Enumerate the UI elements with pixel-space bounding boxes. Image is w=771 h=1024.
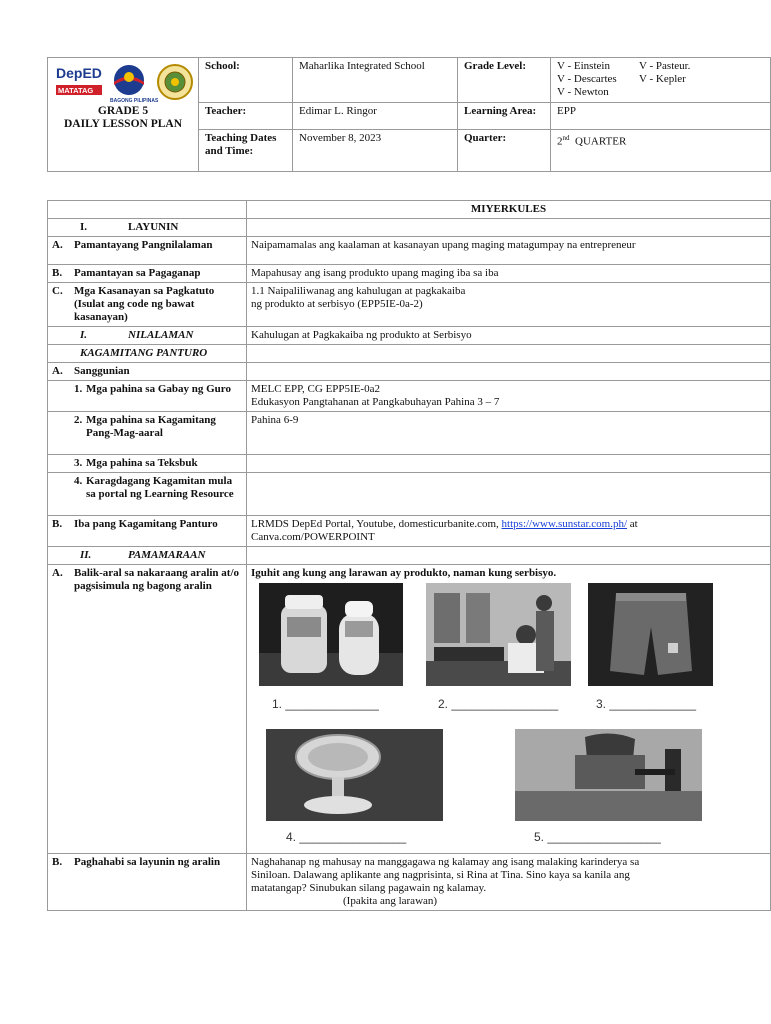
section-kepler: V - Kepler [639, 73, 686, 85]
balik-instruction: Iguhit ang kung ang larawan ay produkto, naman kung serbisyo. [251, 567, 557, 579]
quarter-value [551, 130, 771, 172]
balik-letter: A. [52, 567, 63, 579]
gabay-line-2: Edukasyon Pangtahanan at Pangkabuhayan Pahina 3 – 7 [251, 396, 500, 408]
shorts-drawing [588, 583, 713, 686]
photo-mechanic [515, 729, 702, 821]
teacher-value: Edimar L. Ringor [293, 103, 458, 130]
grade-title [52, 105, 194, 131]
pamamaraan-title: PAMAMARAAN [128, 549, 206, 561]
nilalaman-num: I. [80, 329, 88, 341]
nilalaman-header [48, 327, 247, 345]
pagha-label: Paghahabi sa layunin ng aralin [74, 856, 221, 868]
school-value: Maharlika Integrated School [293, 58, 458, 103]
kasanayan-label [48, 283, 247, 327]
item1-num: 1. [74, 383, 83, 395]
pamamaraan-num: II. [80, 549, 92, 561]
blank-2[interactable]: 2. ________________ [438, 697, 559, 711]
fan-drawing [266, 729, 443, 821]
row-a-label: Pamantayang Pangnilalaman [74, 239, 213, 251]
photo-barbershop [426, 583, 571, 686]
kagamitang-mag-aaral-label [48, 412, 247, 455]
item4-num: 4. [74, 475, 83, 487]
iba-at: at [629, 518, 638, 530]
pamantayan-pagaganap-value: Mapahusay ang isang produkto upang maging iba sa iba [247, 265, 771, 283]
pagha-line-1: Naghahanap ng mahusay na manggagawa ng kalamay ang isang malaking karinderya sa [251, 856, 640, 868]
dates-value: November 8, 2023 [293, 130, 458, 172]
pagha-letter: B. [52, 856, 63, 868]
deped-text: DepED [56, 65, 102, 81]
iba-letter: B. [52, 518, 63, 530]
teksbuk-label [48, 455, 247, 473]
kagamitang-title: KAGAMITANG PANTURO [80, 347, 208, 359]
mechanic-drawing [515, 729, 702, 821]
quarter-suffix: nd [562, 134, 570, 142]
logo-cell [48, 58, 199, 172]
item3-label: Mga pahina sa Teksbuk [86, 457, 198, 469]
quarter-number: 2 [557, 135, 563, 148]
item1-label: Mga pahina sa Gabay ng Guro [86, 383, 231, 395]
sunstar-link[interactable]: https://www.sunstar.com.ph/ [501, 518, 628, 530]
iba-text: LRMDS DepEd Portal, Youtube, domesticurbanite.com, [251, 518, 499, 530]
kasanayan-line-1: 1.1 Naipaliliwanag ang kahulugan at pagkakaiba [251, 285, 466, 297]
iba-line-2: Canva.com/POWERPOINT [251, 531, 375, 543]
sang-letter: A. [52, 365, 63, 377]
layunin-title: LAYUNIN [128, 221, 179, 233]
blank-1[interactable]: 1. ______________ [272, 697, 379, 711]
layunin-header [48, 219, 247, 237]
header-table [47, 57, 771, 172]
section-einstein: V - Einstein [557, 60, 610, 72]
grade-level-label: Grade Level: [458, 58, 551, 103]
pamantayang-pangnilalaman-label [48, 237, 247, 265]
balik-aral-value [247, 565, 771, 854]
row-b-letter: B. [52, 267, 63, 279]
kagamitang-mag-aaral-value: Pahina 6-9 [247, 412, 771, 455]
blank-5[interactable]: 5. _________________ [534, 830, 661, 844]
section-newton: V - Newton [557, 86, 609, 98]
kasanayan-line-2: ng produkto at serbisyo (EPP5IE-0a-2) [251, 298, 423, 310]
gabay-line-1: MELC EPP, CG EPP5IE-0a2 [251, 383, 380, 395]
teksbuk-value [247, 455, 771, 473]
pamamaraan-value [247, 547, 771, 565]
sections-list [557, 60, 764, 99]
item4-label: Karagdagang Kagamitan mula sa portal ng Learning Resource [86, 475, 234, 500]
gabay-guro-label [48, 381, 247, 412]
iba-pang-kagamitan-value [247, 516, 771, 547]
logos [52, 63, 194, 103]
seal-center [171, 78, 179, 86]
school-label: School: [199, 58, 293, 103]
pagha-line-3: matatangap? Sinubukan silang pagawain ng kalamay. [251, 882, 487, 894]
item2-label: Mga pahina sa Kagamitang Pang-Mag-aaral [86, 414, 216, 439]
picture-area [251, 583, 766, 851]
deodorant-drawing [259, 583, 403, 686]
bp-sun [124, 72, 134, 82]
blank-4[interactable]: 4. ________________ [286, 830, 407, 844]
photo-deodorants [259, 583, 403, 686]
karagdagang-kagamitan-label [48, 473, 247, 516]
photo-shorts [588, 583, 713, 686]
day-header: MIYERKULES [247, 201, 771, 219]
learning-area-value: EPP [551, 103, 771, 130]
paghahabi-label [48, 854, 247, 911]
teacher-label: Teacher: [199, 103, 293, 130]
blank-3[interactable]: 3. _____________ [596, 697, 697, 711]
photo-fan [266, 729, 443, 821]
gabay-guro-value [247, 381, 771, 412]
section-descartes: V - Descartes [557, 73, 617, 85]
sanggunian-value [247, 363, 771, 381]
balik-aral-label [48, 565, 247, 854]
grade-level-value [551, 58, 771, 103]
row-a-letter: A. [52, 239, 63, 251]
kagamitang-value [247, 345, 771, 363]
pagha-line-2: Siniloan. Dalawang aplikante ang nagprisinta, si Rina at Tina. Sino kaya sa kanila ang [251, 869, 630, 881]
nilalaman-title: NILALAMAN [128, 329, 194, 341]
row-b-label: Pamantayan sa Pagaganap [74, 267, 201, 279]
grade-line-1: GRADE 5 [97, 105, 149, 117]
nilalaman-value: Kahulugan at Pagkakaiba ng produkto at Serbisyo [247, 327, 771, 345]
pamantayan-pagaganap-label [48, 265, 247, 283]
dates-label: Teaching Dates and Time: [199, 130, 293, 172]
layunin-num: I. [80, 221, 88, 233]
row-c-label: Mga Kasanayan sa Pagkatuto (Isulat ang code ng bawat kasanayan) [74, 285, 215, 323]
sang-label: Sanggunian [74, 365, 130, 377]
school-seal-logo [156, 63, 194, 101]
quarter-word: QUARTER [575, 135, 627, 148]
paghahabi-value [247, 854, 771, 911]
item3-num: 3. [74, 457, 83, 469]
grade-line-2: DAILY LESSON PLAN [63, 118, 182, 130]
row-c-letter: C. [52, 285, 63, 297]
matatag-text: MATATAG [58, 86, 94, 95]
bagong-pilipinas-logo [109, 63, 159, 104]
layunin-value [247, 219, 771, 237]
pamamaraan-header [48, 547, 247, 565]
sanggunian-label [48, 363, 247, 381]
kasanayan-value [247, 283, 771, 327]
deped-logo [56, 63, 104, 103]
barbershop-drawing [426, 583, 571, 686]
kagamitang-header [48, 345, 247, 363]
balik-label: Balik-aral sa nakaraang aralin at/o pagsisimula ng bagong aralin [74, 567, 240, 592]
pamantayang-pangnilalaman-value: Naipamamalas ang kaalaman at kasanayan upang maging matagumpay na entrepreneur [247, 237, 771, 265]
quarter-label: Quarter: [458, 130, 551, 172]
learning-area-label: Learning Area: [458, 103, 551, 130]
lesson-plan-table [47, 200, 771, 911]
karagdagang-kagamitan-value [247, 473, 771, 516]
pagha-line-4: (Ipakita ang larawan) [343, 895, 438, 907]
bp-text: BAGONG PILIPINAS [110, 98, 159, 104]
blank-corner-cell [48, 201, 247, 219]
iba-pang-kagamitan-label [48, 516, 247, 547]
iba-label: Iba pang Kagamitang Panturo [74, 518, 218, 530]
section-pasteur: V - Pasteur. [639, 60, 691, 72]
item2-num: 2. [74, 414, 83, 426]
